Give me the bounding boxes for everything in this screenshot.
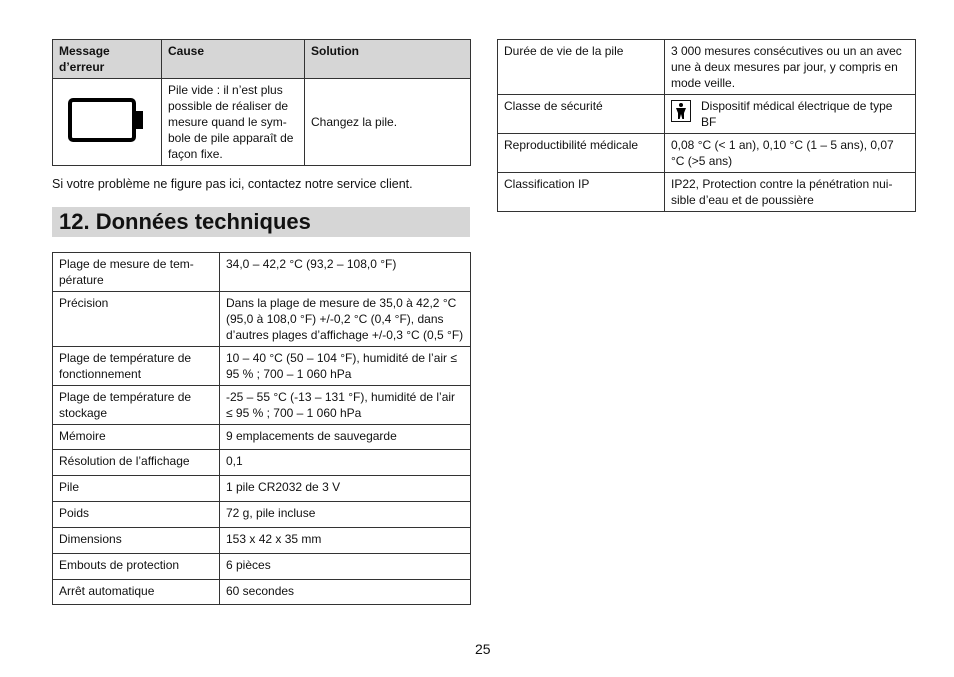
spec-value: 72 g, pile incluse: [220, 502, 471, 528]
spec-value: 60 secondes: [220, 580, 471, 605]
table-row: [53, 450, 471, 476]
spec-value: 0,08 °C (< 1 an), 0,10 °C (1 – 5 ans), 0,07 °C (>5 ans): [665, 134, 916, 173]
table-row: [53, 347, 471, 386]
right-spec-table: [497, 39, 916, 212]
spec-value: Dispositif médical électrique de type BF: [701, 99, 893, 129]
spec-key: Précision: [53, 292, 220, 347]
safety-class-value: [671, 98, 909, 130]
table-row: [53, 554, 471, 580]
table-row: [53, 292, 471, 347]
battery-empty-icon: [68, 98, 146, 142]
table-row: [53, 425, 471, 450]
spec-value: 6 pièces: [220, 554, 471, 580]
error-symbol-cell: [53, 79, 162, 166]
spec-value: 9 emplacements de sauvegarde: [220, 425, 471, 450]
table-row: [498, 40, 916, 95]
spec-key: Dimensions: [53, 528, 220, 554]
spec-key: Reproductibilité médicale: [498, 134, 665, 173]
table-row: [53, 79, 471, 166]
spec-key: Mémoire: [53, 425, 220, 450]
spec-value: 153 x 42 x 35 mm: [220, 528, 471, 554]
spec-key: Résolution de l’affichage: [53, 450, 220, 476]
spec-key: Plage de température de fonctionnement: [53, 347, 220, 386]
spec-key: Arrêt automatique: [53, 580, 220, 605]
error-table-header: [53, 40, 471, 79]
bf-applied-part-icon: [671, 100, 691, 122]
spec-key: Plage de mesure de tem-pérature: [53, 253, 220, 292]
header-message: Message d’erreur: [53, 40, 162, 79]
spec-value: Dans la plage de mesure de 35,0 à 42,2 °C (95,0 à 108,0 °F) +/-0,2 °C (0,4 °F), dans d’autres plages d’affichage +/-0,3 °C (0,5 °F): [220, 292, 471, 347]
spec-key: Classe de sécurité: [498, 95, 665, 134]
table-row: [53, 476, 471, 502]
spec-value: 0,1: [220, 450, 471, 476]
table-row: [498, 134, 916, 173]
spec-key: Pile: [53, 476, 220, 502]
error-cause: Pile vide : il n’est plus possible de réaliser de mesure quand le sym-bole de pile apparaît de façon fixe.: [162, 79, 305, 166]
table-row: [53, 580, 471, 605]
error-solution: Changez la pile.: [305, 79, 471, 166]
error-table: [52, 39, 471, 166]
spec-key: Poids: [53, 502, 220, 528]
spec-value: IP22, Protection contre la pénétration nui-sible d’eau et de poussière: [665, 173, 916, 212]
table-row: [53, 502, 471, 528]
spec-key: Embouts de protection: [53, 554, 220, 580]
spec-key: Plage de température de stockage: [53, 386, 220, 425]
table-row: [498, 95, 916, 134]
header-cause: Cause: [162, 40, 305, 79]
spec-key: Classification IP: [498, 173, 665, 212]
spec-value-cell: [665, 95, 916, 134]
table-row: [53, 386, 471, 425]
spec-value: 34,0 – 42,2 °C (93,2 – 108,0 °F): [220, 253, 471, 292]
table-row: [53, 528, 471, 554]
spec-value: 10 – 40 °C (50 – 104 °F), humidité de l’air ≤ 95 % ; 700 – 1 060 hPa: [220, 347, 471, 386]
page-number: 25: [475, 641, 491, 657]
header-solution: Solution: [305, 40, 471, 79]
section-title: 12. Données techniques: [52, 207, 470, 237]
spec-value: 1 pile CR2032 de 3 V: [220, 476, 471, 502]
spec-value: -25 – 55 °C (-13 – 131 °F), humidité de l’air ≤ 95 % ; 700 – 1 060 hPa: [220, 386, 471, 425]
spec-table: [52, 252, 471, 605]
spec-value: 3 000 mesures consécutives ou un an avec une à deux mesures par jour, y compris en mode veille.: [665, 40, 916, 95]
table-row: [53, 253, 471, 292]
spec-key: Durée de vie de la pile: [498, 40, 665, 95]
service-note: Si votre problème ne figure pas ici, contactez notre service client.: [52, 177, 413, 191]
table-row: [498, 173, 916, 212]
